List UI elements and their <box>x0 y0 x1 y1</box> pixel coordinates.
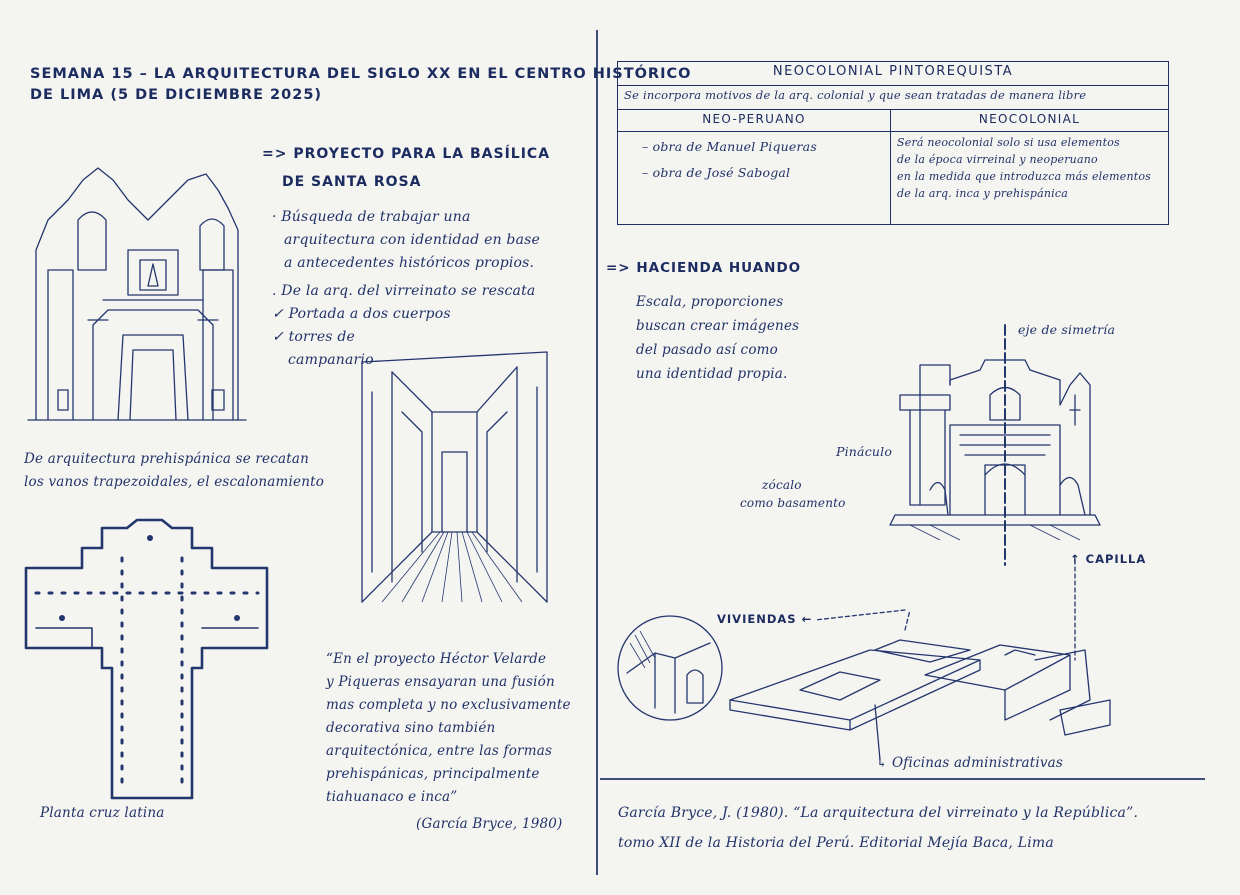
project-bullets <box>272 206 540 372</box>
arrow-corner-icon: ↳ <box>876 755 893 771</box>
neocolonial-table <box>617 61 1169 225</box>
bullet-2: . De la arq. del virreinato se rescata <box>272 283 536 299</box>
quote-citation: (García Bryce, 1980) <box>416 816 563 832</box>
table-header-neocolonial: NEOCOLONIAL <box>891 110 1169 132</box>
neoperuano-item-2: – obra de José Sabogal <box>642 165 791 180</box>
quote-line-4: decorativa sino también <box>326 720 496 736</box>
prehispanic-line-2: los vanos trapezoidales, el escalonamiento <box>24 474 325 490</box>
label-zocalo-line-2: como basamento <box>740 496 846 510</box>
table-cell-neocolonial <box>891 132 1169 225</box>
hacienda-text-line-1: Escala, proporciones <box>636 294 784 310</box>
table-subtitle: Se incorpora motivos de la arq. colonial y que sean tratadas de manera libre <box>618 86 1169 110</box>
quote-line-3: mas completa y no exclusivamente <box>326 697 571 713</box>
quote-line-7: tiahuanaco e inca” <box>326 789 458 805</box>
arrow-left-icon: ← <box>796 612 813 626</box>
hacienda-text-line-3: del pasado así como <box>636 342 778 358</box>
latin-cross-floor-plan <box>22 518 272 798</box>
floor-plan-caption: Planta cruz latina <box>40 805 165 821</box>
hacienda-chapel-sketch <box>890 325 1100 565</box>
neocolonial-line-1: Será neocolonial solo si usa elementos <box>897 136 1120 149</box>
horizontal-divider <box>600 778 1205 780</box>
bullet-1-line-1: · Búsqueda de trabajar una <box>272 209 471 225</box>
title-line-2: DE LIMA (5 DE DICIEMBRE 2025) <box>30 87 323 103</box>
reference-line-2: tomo XII de la Historia del Perú. Editorial Mejía Baca, Lima <box>618 835 1054 851</box>
label-oficinas-text: Oficinas administrativas <box>892 755 1064 771</box>
label-capilla <box>1070 552 1146 566</box>
hacienda-text-line-4: una identidad propia. <box>636 366 788 382</box>
vertical-divider <box>596 30 598 875</box>
label-zocalo-line-1: zócalo <box>762 478 802 492</box>
project-heading-line-1: => PROYECTO PARA LA BASÍLICA <box>262 146 551 162</box>
bibliographic-reference <box>618 798 1138 858</box>
nave-interior-sketch <box>362 352 547 612</box>
check-item-1: ✓ Portada a dos cuerpos <box>272 306 451 322</box>
neoperuano-item-1: – obra de Manuel Piqueras <box>642 139 817 154</box>
label-capilla-text: CAPILLA <box>1085 552 1147 566</box>
hacienda-text <box>636 290 799 386</box>
hacienda-heading: => HACIENDA HUANDO <box>606 260 802 276</box>
hacienda-text-line-2: buscan crear imágenes <box>636 318 800 334</box>
quote-line-5: arquitectónica, entre las formas <box>326 743 553 759</box>
page-title <box>30 64 691 106</box>
hacienda-site-plan <box>730 610 1150 760</box>
neocolonial-line-3: en la medida que introduzca más elementos <box>897 170 1152 183</box>
label-oficinas <box>876 752 1063 775</box>
label-zocalo <box>740 476 846 512</box>
table-title: NEOCOLONIAL PINTOREQUISTA <box>618 62 1169 86</box>
quote-line-2: y Piqueras ensayaran una fusión <box>326 674 555 690</box>
title-line-1: SEMANA 15 – LA ARQUITECTURA DEL SIGLO XX EN EL CENTRO HISTÓRICO <box>30 66 692 82</box>
project-heading <box>262 140 550 196</box>
neocolonial-line-4: de la arq. inca y prehispánica <box>897 187 1068 200</box>
quote-line-6: prehispánicas, principalmente <box>326 766 540 782</box>
quote-block <box>326 648 571 836</box>
project-heading-line-2: DE SANTA ROSA <box>282 174 422 190</box>
label-pinaculo: Pináculo <box>836 444 893 459</box>
basilica-facade-sketch <box>28 160 248 420</box>
table-cell-neoperuano <box>618 132 891 225</box>
check-item-2-line-1: ✓ torres de <box>272 329 355 345</box>
reference-line-1: García Bryce, J. (1980). “La arquitectura del virreinato y la República”. <box>618 805 1139 821</box>
viviendas-detail-circle <box>615 613 725 723</box>
label-eje-de-simetria: eje de simetría <box>1018 322 1116 337</box>
bullet-1-line-2: arquitectura con identidad en base <box>284 232 541 248</box>
table-header-neoperuano: NEO-PERUANO <box>618 110 891 132</box>
neocolonial-line-2: de la época virreinal y neoperuano <box>897 153 1098 166</box>
check-item-2-line-2: campanario <box>288 352 374 368</box>
label-viviendas-text: VIVIENDAS <box>717 612 797 626</box>
prehispanic-line-1: De arquitectura prehispánica se recatan <box>24 451 310 467</box>
prehispanic-note <box>24 448 324 494</box>
bullet-1-line-3: a antecedentes históricos propios. <box>284 255 535 271</box>
arrow-up-icon: ↑ <box>1070 552 1086 566</box>
quote-line-1: “En el proyecto Héctor Velarde <box>326 651 547 667</box>
